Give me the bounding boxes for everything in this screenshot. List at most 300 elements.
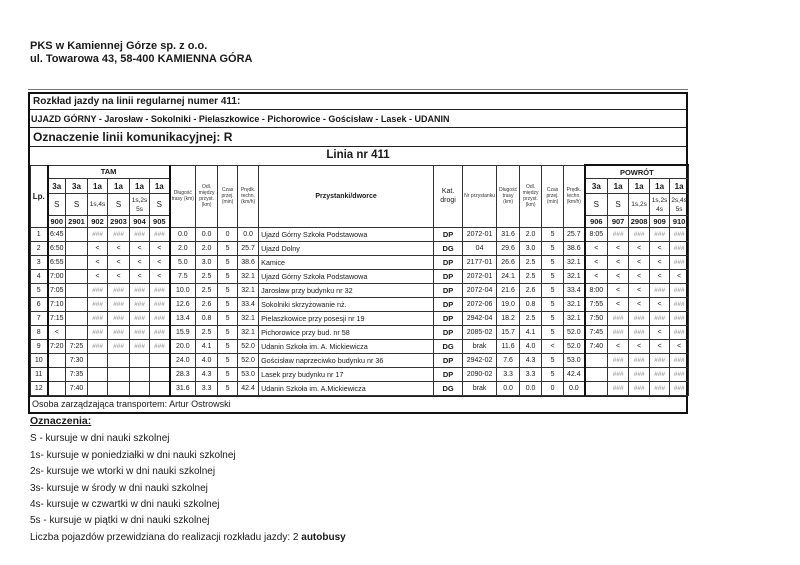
powrot-course-code: 1a bbox=[608, 179, 629, 194]
powrot-departure-time: ### bbox=[670, 326, 689, 340]
speed: 53.0 bbox=[238, 368, 259, 382]
timetable-title: Rozkład jazdy na linii regularnej numer 411: bbox=[30, 94, 686, 110]
tam-departure-time: < bbox=[108, 270, 130, 284]
powrot-departure-time: < bbox=[670, 270, 689, 284]
row-number: 8 bbox=[31, 326, 48, 340]
table-row bbox=[31, 312, 689, 326]
return-distance-total: 29.6 bbox=[497, 242, 520, 256]
tam-departure-time: < bbox=[48, 326, 66, 340]
travel-time: 0 bbox=[218, 228, 238, 242]
distance-total: 28.3 bbox=[170, 368, 196, 382]
powrot-departure-time: 7:55 bbox=[585, 298, 608, 312]
tam-departure-time: 7:25 bbox=[66, 340, 88, 354]
tam-departure-time: ### bbox=[88, 312, 108, 326]
powrot-course-code: 1a bbox=[629, 179, 650, 194]
stop-number: 2072-06 bbox=[463, 298, 497, 312]
stop-name: Udanin Szkoła im. A.Mickiewicza bbox=[259, 382, 434, 396]
powrot-departure-time: < bbox=[650, 340, 670, 354]
speed: 32.1 bbox=[238, 284, 259, 298]
return-distance-between: 4.3 bbox=[520, 354, 542, 368]
tam-departure-time bbox=[88, 354, 108, 368]
tam-departure-time bbox=[66, 228, 88, 242]
powrot-departure-time: < bbox=[650, 270, 670, 284]
return-distance-total: 18.2 bbox=[497, 312, 520, 326]
return-distance-total: 3.3 bbox=[497, 368, 520, 382]
speed: 38.6 bbox=[238, 256, 259, 270]
tam-departure-time: 7:05 bbox=[48, 284, 66, 298]
powrot-course-number: 906 bbox=[585, 216, 608, 228]
powrot-departure-time: ### bbox=[608, 228, 629, 242]
powrot-departure-time: ### bbox=[608, 368, 629, 382]
tam-departure-time bbox=[150, 382, 170, 396]
return-distance-between: 2.5 bbox=[520, 256, 542, 270]
powrot-departure-time: < bbox=[629, 298, 650, 312]
powrot-departure-time: 8:05 bbox=[585, 228, 608, 242]
tam-departure-time bbox=[66, 284, 88, 298]
powrot-departure-time: ### bbox=[629, 312, 650, 326]
powrot-departure-time: ### bbox=[608, 354, 629, 368]
speed: 25.7 bbox=[238, 242, 259, 256]
table-row bbox=[31, 298, 689, 312]
legend-item: S - kursuje w dni nauki szkolnej bbox=[30, 433, 170, 445]
row-number: 12 bbox=[31, 382, 48, 396]
return-speed: 52.0 bbox=[564, 326, 585, 340]
travel-time: 5 bbox=[218, 242, 238, 256]
return-distance-between: 4.0 bbox=[520, 340, 542, 354]
road-category: DP bbox=[434, 270, 463, 284]
powrot-departure-time: < bbox=[629, 340, 650, 354]
distance-total: 0.0 bbox=[170, 228, 196, 242]
return-travel-time: 5 bbox=[542, 228, 564, 242]
powrot-course-number: 910 bbox=[670, 216, 689, 228]
road-category: DP bbox=[434, 256, 463, 270]
road-category: DP bbox=[434, 326, 463, 340]
stop-number: 2085-02 bbox=[463, 326, 497, 340]
powrot-departure-time: ### bbox=[670, 368, 689, 382]
return-speed: 38.6 bbox=[564, 242, 585, 256]
powrot-departure-time: < bbox=[629, 270, 650, 284]
tam-departure-time: ### bbox=[150, 298, 170, 312]
tam-course-number: 2901 bbox=[66, 216, 88, 228]
tam-departure-time bbox=[66, 298, 88, 312]
row-number: 9 bbox=[31, 340, 48, 354]
stop-number: 2942-04 bbox=[463, 312, 497, 326]
powrot-departure-time: ### bbox=[629, 228, 650, 242]
powrot-course-number: 2908 bbox=[629, 216, 650, 228]
return-distance-total: 24.1 bbox=[497, 270, 520, 284]
return-distance-total: 26.6 bbox=[497, 256, 520, 270]
powrot-course-days: 2s,4s 5s bbox=[670, 194, 689, 216]
legend-item: 1s- kursuje w poniedziałki w dni nauki szkolnej bbox=[30, 449, 236, 461]
tam-departure-time: ### bbox=[108, 340, 130, 354]
return-travel-time: 5 bbox=[542, 354, 564, 368]
company-address: ul. Towarowa 43, 58-400 KAMIENNA GÓRA bbox=[30, 53, 253, 65]
timetable-sheet bbox=[28, 92, 688, 414]
tam-departure-time: ### bbox=[130, 326, 150, 340]
powrot-departure-time: < bbox=[650, 326, 670, 340]
row-number: 10 bbox=[31, 354, 48, 368]
powrot-departure-time bbox=[585, 368, 608, 382]
powrot-departure-time: < bbox=[629, 256, 650, 270]
tam-departure-time: ### bbox=[130, 284, 150, 298]
powrot-departure-time: 7:40 bbox=[585, 340, 608, 354]
tam-departure-time bbox=[48, 368, 66, 382]
powrot-departure-time: < bbox=[608, 340, 629, 354]
powrot-departure-time: ### bbox=[650, 368, 670, 382]
row-number: 6 bbox=[31, 298, 48, 312]
return-travel-time: 5 bbox=[542, 270, 564, 284]
return-speed: 42.4 bbox=[564, 368, 585, 382]
powrot-departure-time: ### bbox=[629, 354, 650, 368]
tam-departure-time: ### bbox=[108, 298, 130, 312]
powrot-departure-time: ### bbox=[670, 382, 689, 396]
tam-departure-time: ### bbox=[88, 298, 108, 312]
tam-course-number: 902 bbox=[88, 216, 108, 228]
powrot-departure-time: ### bbox=[670, 256, 689, 270]
tam-course-days: S bbox=[48, 194, 66, 216]
tam-departure-time bbox=[88, 382, 108, 396]
legend-item: 4s- kursuje w czwartki w dni nauki szkolnej bbox=[30, 499, 220, 511]
legend-title: Oznaczenia: bbox=[30, 415, 92, 427]
travel-time: 5 bbox=[218, 256, 238, 270]
tam-course-days: S bbox=[150, 194, 170, 216]
tam-departure-time: ### bbox=[108, 326, 130, 340]
powrot-departure-time: < bbox=[585, 270, 608, 284]
stop-number: 2072-01 bbox=[463, 270, 497, 284]
powrot-departure-time: 7:50 bbox=[585, 312, 608, 326]
tam-departure-time: 6:45 bbox=[48, 228, 66, 242]
tam-departure-time bbox=[48, 354, 66, 368]
powrot-departure-time: ### bbox=[629, 368, 650, 382]
tam-departure-time: < bbox=[150, 256, 170, 270]
powrot-course-days: S bbox=[585, 194, 608, 216]
road-category: DP bbox=[434, 354, 463, 368]
col-header-r-dist-total: Długość trasy (km) bbox=[497, 165, 520, 228]
stop-number: brak bbox=[463, 340, 497, 354]
tam-departure-time bbox=[48, 382, 66, 396]
tam-departure-time bbox=[150, 354, 170, 368]
col-header-r-dist-between: Odl. między przyst. (km) bbox=[520, 165, 542, 228]
powrot-departure-time: < bbox=[670, 340, 689, 354]
distance-total: 10.0 bbox=[170, 284, 196, 298]
stop-number: brak bbox=[463, 382, 497, 396]
powrot-departure-time: ### bbox=[670, 298, 689, 312]
stop-number: 2942-02 bbox=[463, 354, 497, 368]
stop-name: Pielaszkowice przy posesji nr 19 bbox=[259, 312, 434, 326]
powrot-departure-time: ### bbox=[650, 312, 670, 326]
tam-departure-time: < bbox=[88, 256, 108, 270]
powrot-departure-time: ### bbox=[629, 326, 650, 340]
return-distance-total: 7.6 bbox=[497, 354, 520, 368]
return-distance-total: 21.6 bbox=[497, 284, 520, 298]
distance-total: 31.6 bbox=[170, 382, 196, 396]
return-distance-between: 3.3 bbox=[520, 368, 542, 382]
travel-time: 5 bbox=[218, 354, 238, 368]
return-distance-between: 2.5 bbox=[520, 270, 542, 284]
vehicle-count-bold: autobusy bbox=[301, 531, 346, 543]
return-distance-between: 2.6 bbox=[520, 284, 542, 298]
powrot-departure-time: ### bbox=[650, 382, 670, 396]
line-designation: Oznaczenie linii komunikacyjnej: R bbox=[30, 128, 686, 147]
stop-number: 2177-01 bbox=[463, 256, 497, 270]
road-category: DP bbox=[434, 312, 463, 326]
tam-departure-time: 7:20 bbox=[48, 340, 66, 354]
tam-departure-time: ### bbox=[108, 284, 130, 298]
distance-total: 24.0 bbox=[170, 354, 196, 368]
powrot-departure-time: < bbox=[608, 270, 629, 284]
tam-departure-time: 7:00 bbox=[48, 270, 66, 284]
tam-course-number: 900 bbox=[48, 216, 66, 228]
tam-departure-time: < bbox=[88, 242, 108, 256]
road-category: DG bbox=[434, 242, 463, 256]
powrot-departure-time: < bbox=[608, 256, 629, 270]
powrot-departure-time: 8:00 bbox=[585, 284, 608, 298]
divider bbox=[28, 89, 688, 90]
travel-time: 5 bbox=[218, 312, 238, 326]
tam-course-code: 1a bbox=[108, 179, 130, 194]
stop-number: 04 bbox=[463, 242, 497, 256]
powrot-departure-time: < bbox=[650, 298, 670, 312]
tam-departure-time: ### bbox=[88, 284, 108, 298]
row-number: 1 bbox=[31, 228, 48, 242]
row-number: 4 bbox=[31, 270, 48, 284]
distance-between: 4.3 bbox=[196, 368, 218, 382]
powrot-course-code: 3a bbox=[585, 179, 608, 194]
road-category: DG bbox=[434, 382, 463, 396]
stop-name: Ujazd Dolny bbox=[259, 242, 434, 256]
distance-between: 2.0 bbox=[196, 242, 218, 256]
powrot-departure-time: < bbox=[585, 256, 608, 270]
powrot-course-code: 1a bbox=[670, 179, 689, 194]
speed: 52.0 bbox=[238, 340, 259, 354]
tam-departure-time bbox=[130, 382, 150, 396]
return-speed: 32.1 bbox=[564, 256, 585, 270]
distance-total: 12.6 bbox=[170, 298, 196, 312]
return-travel-time: 5 bbox=[542, 298, 564, 312]
distance-between: 2.5 bbox=[196, 284, 218, 298]
tam-departure-time: 6:55 bbox=[48, 256, 66, 270]
return-speed: 32.1 bbox=[564, 312, 585, 326]
speed: 33.4 bbox=[238, 298, 259, 312]
distance-between: 2.6 bbox=[196, 298, 218, 312]
return-speed: 25.7 bbox=[564, 228, 585, 242]
stop-name: Sokolniki skrzyżowanie nż. bbox=[259, 298, 434, 312]
powrot-departure-time: < bbox=[650, 256, 670, 270]
travel-time: 5 bbox=[218, 368, 238, 382]
tam-departure-time: 7:30 bbox=[66, 354, 88, 368]
powrot-departure-time: ### bbox=[670, 354, 689, 368]
tam-departure-time bbox=[66, 326, 88, 340]
powrot-departure-time: < bbox=[608, 242, 629, 256]
route-description: UJAZD GÓRNY - Jarosław - Sokolniki - Pielaszkowice - Pichorowice - Gościsław - Lasek - UDANIN bbox=[30, 110, 686, 128]
distance-total: 7.5 bbox=[170, 270, 196, 284]
distance-between: 2.5 bbox=[196, 326, 218, 340]
table-row bbox=[31, 382, 689, 396]
tam-departure-time: 7:10 bbox=[48, 298, 66, 312]
col-header-lp: Lp. bbox=[31, 165, 48, 228]
speed: 32.1 bbox=[238, 326, 259, 340]
tam-departure-time bbox=[108, 354, 130, 368]
powrot-departure-time: ### bbox=[650, 228, 670, 242]
tam-departure-time bbox=[108, 368, 130, 382]
return-speed: 33.4 bbox=[564, 284, 585, 298]
return-travel-time: 5 bbox=[542, 256, 564, 270]
speed: 52.0 bbox=[238, 354, 259, 368]
tam-departure-time: ### bbox=[88, 326, 108, 340]
stop-number: 2072-04 bbox=[463, 284, 497, 298]
tam-departure-time bbox=[130, 354, 150, 368]
powrot-departure-time bbox=[585, 382, 608, 396]
powrot-departure-time: ### bbox=[670, 312, 689, 326]
col-header-r-speed: Prędk. techn. (km/h) bbox=[564, 165, 585, 228]
vehicle-count-text: Liczba pojazdów przewidziana do realizacji rozkładu jazdy: 2 bbox=[30, 531, 302, 543]
tam-course-number: 904 bbox=[130, 216, 150, 228]
col-group-tam: TAM bbox=[48, 165, 170, 179]
speed: 42.4 bbox=[238, 382, 259, 396]
row-number: 2 bbox=[31, 242, 48, 256]
return-travel-time: 5 bbox=[542, 312, 564, 326]
powrot-departure-time: < bbox=[650, 242, 670, 256]
tam-departure-time: 7:35 bbox=[66, 368, 88, 382]
tam-departure-time: ### bbox=[130, 340, 150, 354]
travel-time: 5 bbox=[218, 382, 238, 396]
return-distance-between: 0.8 bbox=[520, 298, 542, 312]
return-distance-between: 4.1 bbox=[520, 326, 542, 340]
tam-departure-time bbox=[66, 312, 88, 326]
tam-departure-time: < bbox=[130, 256, 150, 270]
col-header-road-cat: Kat. drogi bbox=[434, 165, 463, 228]
powrot-course-days: 1s,2s bbox=[629, 194, 650, 216]
distance-between: 0.8 bbox=[196, 312, 218, 326]
stop-name: Jarosław przy budynku nr 32 bbox=[259, 284, 434, 298]
powrot-course-days: 1s,2s 4s bbox=[650, 194, 670, 216]
tam-departure-time: ### bbox=[130, 298, 150, 312]
tam-departure-time bbox=[88, 368, 108, 382]
tam-departure-time: ### bbox=[150, 284, 170, 298]
return-distance-between: 2.5 bbox=[520, 312, 542, 326]
tam-departure-time: ### bbox=[130, 228, 150, 242]
distance-between: 3.3 bbox=[196, 382, 218, 396]
company-name: PKS w Kamiennej Górze sp. z o.o. bbox=[30, 40, 208, 52]
vehicle-count bbox=[30, 530, 346, 546]
tam-course-days: S bbox=[108, 194, 130, 216]
tam-course-code: 3a bbox=[48, 179, 66, 194]
powrot-departure-time: ### bbox=[670, 284, 689, 298]
stop-number: 2072-01 bbox=[463, 228, 497, 242]
powrot-departure-time: < bbox=[608, 284, 629, 298]
road-category: DP bbox=[434, 368, 463, 382]
col-group-powrot: POWRÓT bbox=[585, 165, 689, 179]
return-speed: 32.1 bbox=[564, 298, 585, 312]
tam-departure-time: ### bbox=[108, 228, 130, 242]
stop-name: Udanin Szkoła im. A. Mickiewicza bbox=[259, 340, 434, 354]
tam-course-days: S bbox=[66, 194, 88, 216]
powrot-departure-time bbox=[585, 354, 608, 368]
travel-time: 5 bbox=[218, 298, 238, 312]
powrot-departure-time: ### bbox=[608, 312, 629, 326]
return-travel-time: 5 bbox=[542, 284, 564, 298]
stop-name: Kamice bbox=[259, 256, 434, 270]
return-travel-time: 5 bbox=[542, 326, 564, 340]
return-travel-time: 5 bbox=[542, 368, 564, 382]
speed: 32.1 bbox=[238, 312, 259, 326]
col-header-dist-total: Długość trasy (km) bbox=[170, 165, 196, 228]
tam-departure-time: < bbox=[150, 270, 170, 284]
tam-departure-time: 6:50 bbox=[48, 242, 66, 256]
tam-departure-time: 7:15 bbox=[48, 312, 66, 326]
speed: 0.0 bbox=[238, 228, 259, 242]
table-row bbox=[31, 270, 689, 284]
table-row bbox=[31, 256, 689, 270]
stop-name: Ujazd Górny Szkoła Podstawowa bbox=[259, 228, 434, 242]
distance-between: 2.5 bbox=[196, 270, 218, 284]
tam-departure-time: < bbox=[130, 270, 150, 284]
return-distance-between: 2.0 bbox=[520, 228, 542, 242]
powrot-departure-time: < bbox=[608, 298, 629, 312]
travel-time: 5 bbox=[218, 326, 238, 340]
travel-time: 5 bbox=[218, 270, 238, 284]
powrot-course-number: 909 bbox=[650, 216, 670, 228]
return-distance-total: 0.0 bbox=[497, 382, 520, 396]
table-row bbox=[31, 326, 689, 340]
road-category: DG bbox=[434, 340, 463, 354]
tam-departure-time: < bbox=[88, 270, 108, 284]
powrot-departure-time: ### bbox=[670, 242, 689, 256]
tam-course-code: 3a bbox=[66, 179, 88, 194]
table-row bbox=[31, 354, 689, 368]
distance-between: 4.0 bbox=[196, 354, 218, 368]
powrot-course-days: S bbox=[608, 194, 629, 216]
tam-departure-time: ### bbox=[88, 228, 108, 242]
return-distance-total: 15.7 bbox=[497, 326, 520, 340]
company-header bbox=[30, 40, 253, 66]
legend bbox=[30, 413, 346, 546]
return-travel-time: 5 bbox=[542, 242, 564, 256]
tam-course-code: 1a bbox=[150, 179, 170, 194]
travel-time: 5 bbox=[218, 340, 238, 354]
tam-course-days: 1s,2s 5s bbox=[130, 194, 150, 216]
powrot-departure-time: ### bbox=[608, 382, 629, 396]
powrot-departure-time: ### bbox=[650, 354, 670, 368]
tam-departure-time: ### bbox=[150, 326, 170, 340]
tam-departure-time bbox=[130, 368, 150, 382]
powrot-course-code: 1a bbox=[650, 179, 670, 194]
tam-departure-time: ### bbox=[130, 312, 150, 326]
tam-departure-time: ### bbox=[150, 312, 170, 326]
legend-item: 2s- kursuje we wtorki w dni nauki szkolnej bbox=[30, 466, 216, 478]
tam-departure-time: ### bbox=[150, 228, 170, 242]
return-distance-total: 11.6 bbox=[497, 340, 520, 354]
tam-course-number: 2903 bbox=[108, 216, 130, 228]
tam-departure-time: < bbox=[130, 242, 150, 256]
tam-departure-time bbox=[150, 368, 170, 382]
distance-total: 13.4 bbox=[170, 312, 196, 326]
tam-departure-time: ### bbox=[108, 312, 130, 326]
road-category: DP bbox=[434, 298, 463, 312]
table-row bbox=[31, 340, 689, 354]
return-travel-time: < bbox=[542, 340, 564, 354]
distance-total: 20.0 bbox=[170, 340, 196, 354]
return-distance-total: 19.0 bbox=[497, 298, 520, 312]
row-number: 11 bbox=[31, 368, 48, 382]
tam-departure-time: < bbox=[108, 242, 130, 256]
tam-departure-time: ### bbox=[150, 340, 170, 354]
return-speed: 32.1 bbox=[564, 270, 585, 284]
distance-total: 15.9 bbox=[170, 326, 196, 340]
timetable-grid bbox=[30, 164, 689, 396]
powrot-departure-time: ### bbox=[629, 382, 650, 396]
distance-between: 0.0 bbox=[196, 228, 218, 242]
